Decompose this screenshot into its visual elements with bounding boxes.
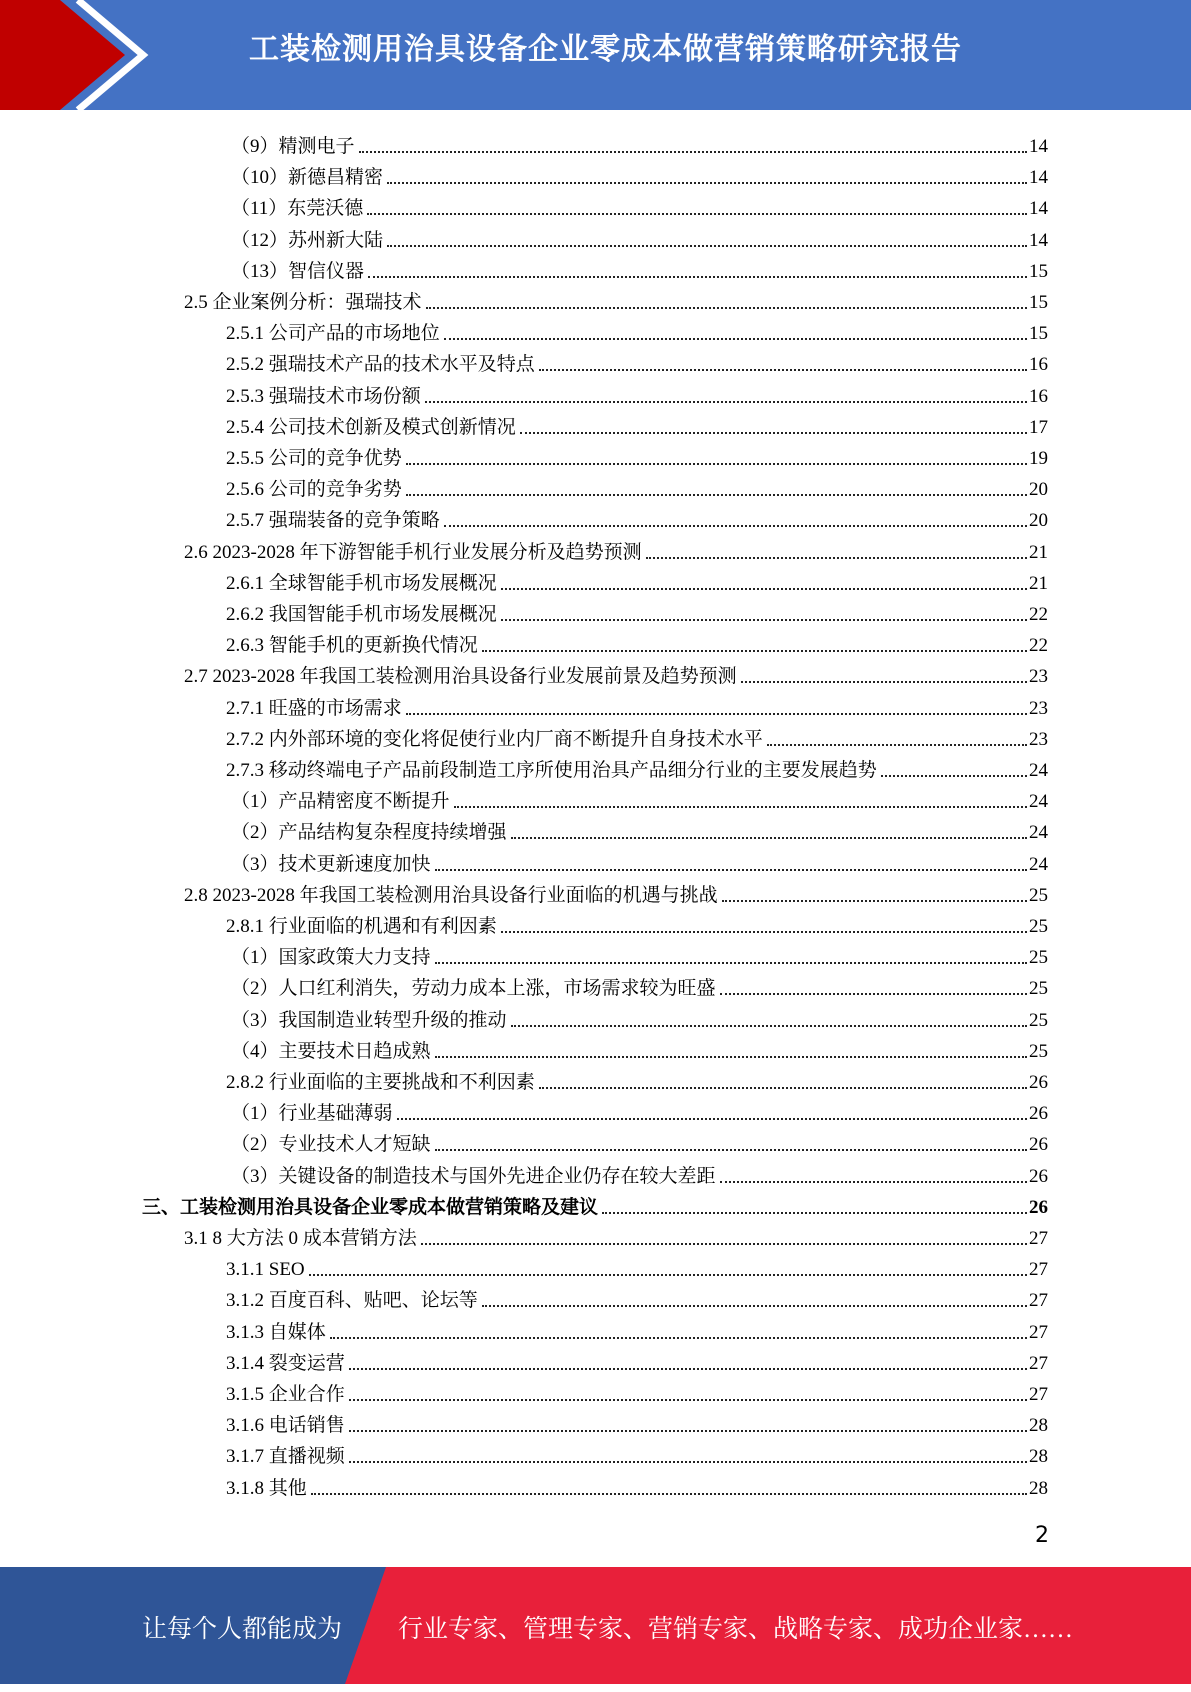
report-title: 工装检测用治具设备企业零成本做营销策略研究报告 [249,32,962,67]
footer-slogan-right: 行业专家、管理专家、营销专家、战略专家、成功企业家…… [398,1616,1074,1643]
toc-entry-page: 28 [1029,1446,1048,1468]
toc-dot-leader [406,462,1027,465]
toc-entry-label: （3）我国制造业转型升级的推动 [231,1009,507,1031]
toc-entry-label: 三、工装检测用治具设备企业零成本做营销策略及建议 [142,1196,599,1218]
toc-entry-page: 24 [1029,822,1048,844]
toc-entry-page: 28 [1029,1477,1048,1499]
toc-dot-leader [720,1180,1027,1183]
toc-entry-label: 2.7.2 内外部环境的变化将促使行业内厂商不断提升自身技术水平 [226,728,763,750]
toc-entry-page: 15 [1029,260,1048,282]
toc-dot-leader [501,618,1027,621]
toc-entry[interactable] [226,501,1048,532]
toc-dot-leader [406,493,1027,496]
toc-entry-page: 25 [1029,1040,1048,1062]
toc-entry[interactable] [231,189,1048,220]
toc-dot-leader [539,368,1027,371]
toc-dot-leader [311,1492,1027,1495]
toc-entry-page: 26 [1029,1134,1048,1156]
toc-entry-label: 3.1.6 电话销售 [226,1415,345,1437]
toc-dot-leader [646,556,1027,559]
toc-entry-label: 3.1.1 SEO [226,1259,305,1281]
toc-entry-label: 2.7.1 旺盛的市场需求 [226,697,402,719]
toc-entry-page: 26 [1029,1165,1048,1187]
toc-entry[interactable] [226,1281,1048,1312]
toc-dot-leader [435,1055,1027,1058]
toc-entry[interactable] [226,595,1048,626]
toc-dot-leader [349,1460,1027,1463]
toc-dot-leader [881,774,1027,777]
toc-entry-page: 23 [1029,728,1048,750]
toc-entry-label: 2.5.4 公司技术创新及模式创新情况 [226,416,516,438]
toc-dot-leader [454,805,1027,808]
toc-entry-label: （3）关键设备的制造技术与国外先进企业仍存在较大差距 [231,1165,716,1187]
toc-entry[interactable] [226,470,1048,501]
toc-dot-leader [501,930,1027,933]
toc-entry[interactable] [226,345,1048,376]
toc-entry[interactable] [231,1157,1048,1188]
toc-entry-page: 24 [1029,853,1048,875]
toc-entry[interactable] [184,283,1048,314]
toc-dot-leader [444,524,1027,527]
toc-entry[interactable] [226,907,1048,938]
toc-dot-leader [425,400,1027,403]
toc-entry[interactable] [231,1032,1048,1063]
toc-entry-page: 24 [1029,791,1048,813]
toc-entry[interactable] [231,1094,1048,1125]
toc-entry[interactable] [184,1219,1048,1250]
toc-entry[interactable] [231,813,1048,844]
toc-entry-label: （12）苏州新大陆 [231,229,384,251]
footer-banner [0,1567,1191,1684]
toc-entry[interactable] [184,533,1048,564]
toc-entry-label: 2.8.1 行业面临的机遇和有利因素 [226,916,497,937]
toc-entry[interactable] [231,1001,1048,1032]
toc-entry-page: 17 [1029,416,1048,438]
toc-dot-leader [602,1211,1027,1214]
toc-entry-page: 14 [1029,198,1048,220]
toc-dot-leader [482,1304,1027,1307]
toc-entry-page: 14 [1029,229,1048,251]
toc-entry-label: 2.8.2 行业面临的主要挑战和不利因素 [226,1072,535,1093]
toc-entry-label: （10）新德昌精密 [231,167,384,189]
toc-entry[interactable] [231,127,1048,158]
toc-entry-label: 2.6.3 智能手机的更新换代情况 [226,635,478,657]
toc-entry-label: 2.7 2023-2028 年我国工装检测用治具设备行业发展前景及趋势预测 [184,666,737,688]
toc-dot-leader [435,961,1027,964]
toc-entry-page: 26 [1029,1072,1048,1093]
toc-entry-label: （4）主要技术日趋成熟 [231,1040,431,1062]
toc-entry-label: （11）东莞沃德 [231,198,364,220]
toc-entry-label: 3.1.5 企业合作 [226,1384,345,1405]
toc-entry-page: 27 [1029,1228,1048,1249]
toc-entry-label: （1）国家政策大力支持 [231,947,431,969]
toc-entry-label: 3.1.3 自媒体 [226,1321,326,1343]
toc-entry-label: 2.5.1 公司产品的市场地位 [226,323,440,345]
toc-entry[interactable] [226,314,1048,345]
toc-entry-page: 20 [1029,479,1048,501]
toc-entry-label: 2.5.5 公司的竞争优势 [226,448,402,469]
toc-dot-leader [309,1273,1027,1276]
toc-entry-page: 24 [1029,760,1048,781]
toc-dot-leader [421,1242,1027,1245]
toc-entry[interactable] [184,876,1048,907]
toc-entry-page: 23 [1029,666,1048,688]
toc-dot-leader [349,1367,1027,1370]
toc-dot-leader [397,1117,1027,1120]
toc-entry-page: 25 [1029,947,1048,969]
report-header [0,0,1191,110]
toc-entry-label: 2.7.3 移动终端电子产品前段制造工序所使用治具产品细分行业的主要发展趋势 [226,760,877,781]
toc-entry-page: 25 [1029,978,1048,1000]
toc-dot-leader [367,212,1027,215]
toc-entry-page: 26 [1029,1196,1048,1218]
toc-entry[interactable] [226,408,1048,439]
toc-entry[interactable] [226,626,1048,657]
toc-dot-leader [330,1336,1027,1339]
toc-entry-label: 2.6.1 全球智能手机市场发展概况 [226,572,497,594]
toc-entry[interactable] [226,1375,1048,1406]
page-number: 2 [1035,1523,1049,1548]
toc-dot-leader [349,1429,1027,1432]
toc-dot-leader [722,899,1027,902]
toc-dot-leader [435,1148,1027,1151]
toc-entry-label: 3.1.8 其他 [226,1477,307,1499]
toc-dot-leader [426,306,1027,309]
toc-entry[interactable] [231,969,1048,1000]
toc-entry[interactable] [226,689,1048,720]
toc-entry[interactable] [226,720,1048,751]
toc-entry-page: 27 [1029,1384,1048,1405]
toc-entry-label: 3.1 8 大方法 0 成本营销方法 [184,1228,417,1249]
toc-entry-page: 27 [1029,1259,1048,1281]
toc-dot-leader [539,1086,1027,1089]
toc-dot-leader [444,337,1027,340]
toc-entry-label: 2.5.7 强瑞装备的竞争策略 [226,510,440,532]
toc-entry-page: 14 [1029,136,1048,157]
toc-entry-page: 25 [1029,1009,1048,1031]
toc-entry-page: 27 [1029,1321,1048,1343]
toc-entry[interactable] [226,1313,1048,1344]
toc-entry[interactable] [226,564,1048,595]
toc-entry[interactable] [231,252,1048,283]
toc-entry-label: 2.5.2 强瑞技术产品的技术水平及特点 [226,354,535,376]
toc-entry-page: 19 [1029,448,1048,469]
toc-entry-page: 21 [1029,572,1048,594]
toc-entry-label: （3）技术更新速度加快 [231,853,431,875]
toc-entry-label: （13）智信仪器 [231,260,365,282]
toc-entry-label: 3.1.7 直播视频 [226,1446,345,1468]
toc-entry-label: 2.8 2023-2028 年我国工装检测用治具设备行业面临的机遇与挑战 [184,884,718,906]
toc-entry-label: 2.5.6 公司的竞争劣势 [226,479,402,501]
toc-dot-leader [767,743,1027,746]
toc-entry-label: （9）精测电子 [231,136,355,157]
toc-dot-leader [482,649,1027,652]
toc-entry[interactable] [226,1406,1048,1437]
toc-dot-leader [406,712,1027,715]
footer-slogan-left: 让每个人都能成为 [142,1616,343,1643]
toc-entry[interactable] [226,751,1048,782]
toc-entry-page: 16 [1029,385,1048,407]
toc-entry[interactable] [226,439,1048,470]
toc-entry-page: 27 [1029,1352,1048,1374]
toc-entry[interactable] [184,657,1048,688]
toc-entry-page: 22 [1029,635,1048,657]
toc-dot-leader [501,587,1027,590]
toc-entry-label: （2）专业技术人才短缺 [231,1134,431,1156]
toc-entry-label: （2）产品结构复杂程度持续增强 [231,822,507,844]
toc-entry-label: 2.6.2 我国智能手机市场发展概况 [226,604,497,625]
toc-entry-label: （1）行业基础薄弱 [231,1103,393,1125]
toc-entry[interactable] [231,938,1048,969]
toc-dot-leader [387,244,1027,247]
toc-entry-label: 2.5 企业案例分析：强瑞技术 [184,292,422,313]
toc-entry-page: 15 [1029,323,1048,345]
toc-entry-label: 2.5.3 强瑞技术市场份额 [226,385,421,407]
toc-entry-page: 26 [1029,1103,1048,1125]
toc-entry[interactable] [226,1469,1048,1500]
toc-entry-page: 28 [1029,1415,1048,1437]
toc-entry[interactable] [231,782,1048,813]
toc-dot-leader [511,1024,1027,1027]
toc-entry-page: 25 [1029,884,1048,906]
toc-entry[interactable] [226,1063,1048,1094]
toc-entry-page: 27 [1029,1290,1048,1312]
toc-dot-leader [720,992,1027,995]
toc-entry[interactable] [226,1437,1048,1468]
toc-dot-leader [349,1398,1027,1401]
toc-dot-leader [359,150,1027,153]
toc-dot-leader [741,680,1027,683]
toc-entry-page: 22 [1029,604,1048,625]
toc-entry[interactable] [231,221,1048,252]
toc-entry-page: 16 [1029,354,1048,376]
toc-entry[interactable] [231,845,1048,876]
toc-entry-label: 3.1.4 裂变运营 [226,1352,345,1374]
toc-entry-page: 15 [1029,292,1048,313]
toc-entry-page: 25 [1029,916,1048,937]
toc-entry-page: 20 [1029,510,1048,532]
toc-entry-label: （2）人口红利消失，劳动力成本上涨，市场需求较为旺盛 [231,978,716,1000]
toc-entry[interactable] [226,377,1048,408]
toc-entry-label: 3.1.2 百度百科、贴吧、论坛等 [226,1290,478,1312]
toc-dot-leader [435,868,1027,871]
toc-dot-leader [368,275,1027,278]
toc-dot-leader [520,431,1027,434]
toc-entry-label: 2.6 2023-2028 年下游智能手机行业发展分析及趋势预测 [184,541,642,563]
toc-entry[interactable] [231,158,1048,189]
toc-dot-leader [511,836,1027,839]
toc-entry-page: 14 [1029,167,1048,189]
toc-entry-page: 23 [1029,697,1048,719]
toc-entry[interactable] [226,1250,1048,1281]
toc-entry[interactable] [231,1125,1048,1156]
toc-dot-leader [387,181,1027,184]
toc-entry[interactable] [142,1188,1048,1219]
toc-entry[interactable] [226,1344,1048,1375]
toc-entry-page: 21 [1029,541,1048,563]
toc-entry-label: （1）产品精密度不断提升 [231,791,450,813]
